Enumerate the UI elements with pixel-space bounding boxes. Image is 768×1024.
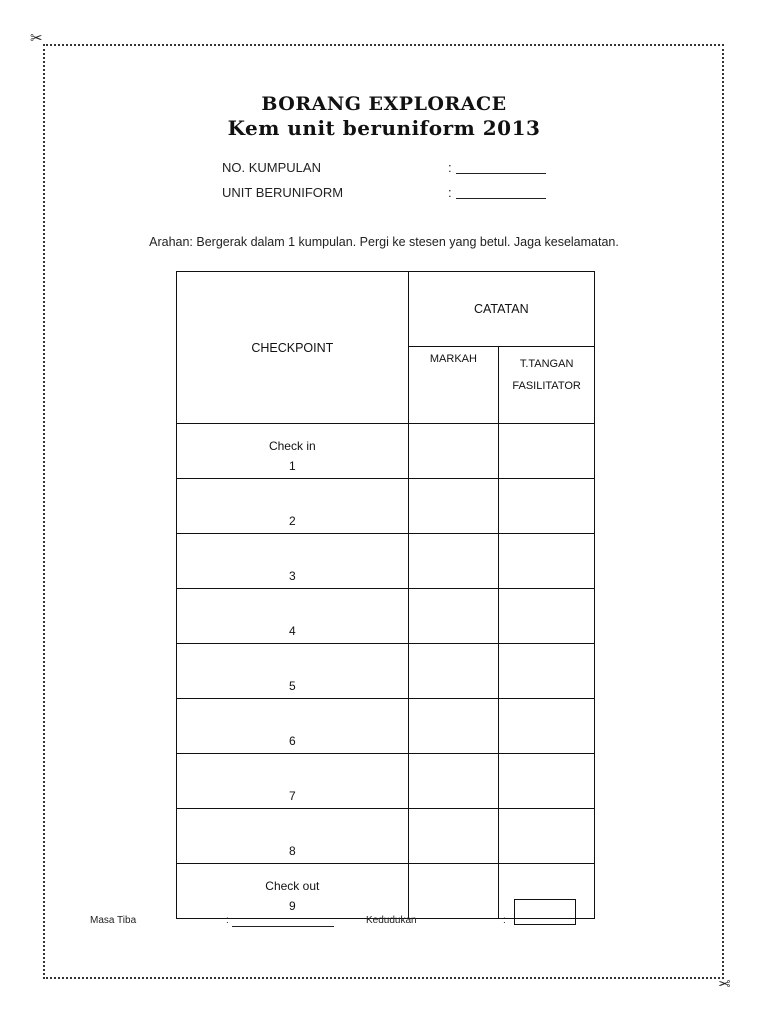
checkpoint-cell: [177, 424, 409, 479]
checkpoint-cell: [177, 534, 409, 589]
table-row: [177, 699, 595, 754]
tandatangan-cell[interactable]: [499, 424, 595, 479]
checkpoint-number: 2: [288, 514, 296, 528]
tandatangan-cell[interactable]: [499, 644, 595, 699]
checkpoint-cell: [177, 589, 409, 644]
form-title: BORANG EXPLORACE: [261, 93, 507, 115]
fill-in-line[interactable]: [456, 198, 546, 199]
checkpoint-number: 6: [288, 734, 296, 748]
masa-tiba-line[interactable]: [232, 926, 334, 927]
masa-tiba-label: Masa Tiba: [90, 915, 137, 926]
checkpoint-sublabel: Check in: [268, 439, 316, 453]
header-markah: MARKAH: [408, 347, 499, 424]
table-row: [177, 479, 595, 534]
markah-cell[interactable]: [408, 424, 499, 479]
tandatangan-cell[interactable]: [499, 699, 595, 754]
checkpoint-number: 3: [288, 569, 296, 583]
markah-cell[interactable]: [408, 754, 499, 809]
checkpoint-cell: [177, 754, 409, 809]
checkpoint-cell: [177, 809, 409, 864]
tandatangan-cell[interactable]: [499, 479, 595, 534]
checkpoint-table: [176, 271, 595, 919]
form-subtitle: Kem unit beruniform 2013: [227, 116, 541, 140]
tandatangan-cell[interactable]: [499, 754, 595, 809]
kedudukan-box[interactable]: [514, 899, 576, 925]
tandatangan-cell[interactable]: [499, 809, 595, 864]
checkpoint-cell: [177, 699, 409, 754]
table-row: [177, 589, 595, 644]
header-tandatangan-line2: FASILITATOR: [512, 380, 581, 392]
field-colon: :: [448, 185, 452, 200]
markah-cell[interactable]: [408, 479, 499, 534]
header-catatan: CATATAN: [408, 272, 594, 347]
checkpoint-number: 8: [288, 844, 296, 858]
table-row: [177, 534, 595, 589]
group-number-label: NO. KUMPULAN: [222, 160, 321, 175]
checkpoint-number: 5: [288, 679, 296, 693]
header-tandatangan-line1: T.TANGAN: [519, 358, 574, 370]
markah-cell[interactable]: [408, 589, 499, 644]
instruction-text: Arahan: Bergerak dalam 1 kumpulan. Pergi ke stesen yang betul. Jaga keselamatan.: [149, 235, 619, 249]
fill-in-line[interactable]: [456, 173, 546, 174]
scissors-icon: ✂: [30, 30, 43, 47]
checkpoint-sublabel: Check out: [265, 879, 320, 893]
table-row: [177, 809, 595, 864]
markah-cell[interactable]: [408, 534, 499, 589]
markah-cell[interactable]: [408, 864, 499, 919]
tandatangan-cell[interactable]: [499, 534, 595, 589]
checkpoint-number: 4: [288, 624, 296, 638]
field-colon: :: [503, 915, 506, 926]
uniform-unit-label: UNIT BERUNIFORM: [222, 185, 344, 200]
markah-cell[interactable]: [408, 644, 499, 699]
kedudukan-label: Kedudukan: [366, 915, 417, 926]
markah-cell[interactable]: [408, 699, 499, 754]
checkpoint-number: 1: [288, 459, 296, 473]
field-colon: :: [448, 160, 452, 175]
table-row: [177, 424, 595, 479]
header-tandatangan: [499, 347, 595, 424]
checkpoint-cell: [177, 864, 409, 919]
checkpoint-number: 9: [288, 899, 296, 913]
checkpoint-cell: [177, 644, 409, 699]
table-row: [177, 754, 595, 809]
tandatangan-cell[interactable]: [499, 589, 595, 644]
header-checkpoint: CHECKPOINT: [177, 272, 409, 424]
markah-cell[interactable]: [408, 809, 499, 864]
field-colon: :: [226, 915, 229, 926]
checkpoint-cell: [177, 479, 409, 534]
checkpoint-number: 7: [288, 789, 296, 803]
table-row: [177, 644, 595, 699]
scissors-icon: ✂: [718, 976, 731, 993]
